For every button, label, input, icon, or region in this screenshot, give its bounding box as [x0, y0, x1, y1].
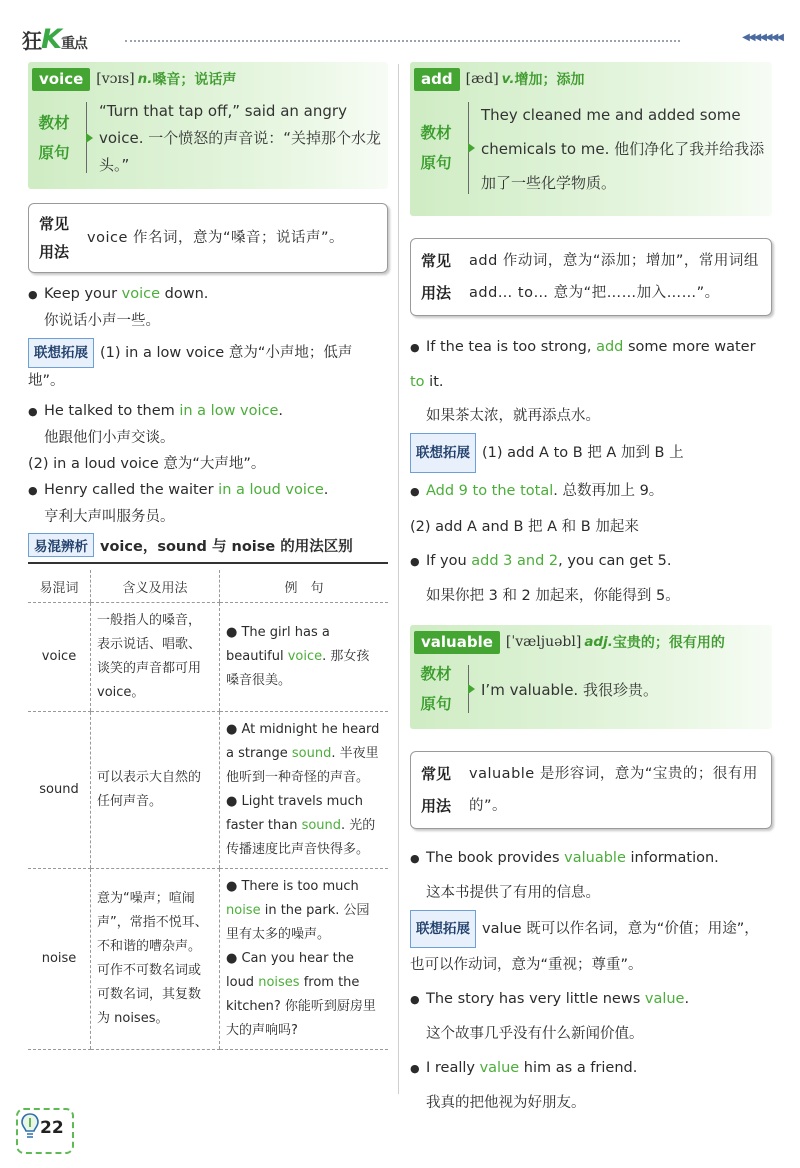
textbook-source — [410, 96, 772, 216]
brand-char-2: 重点 — [60, 36, 87, 52]
header-dotted-line — [125, 40, 680, 42]
example-translation: 这本书提供了有用的信息。 — [426, 885, 600, 901]
expand-2: (2) in a loud voice 意为“大声地”。 — [28, 456, 266, 472]
word-tag: voice — [32, 68, 90, 91]
word-entry-add — [410, 62, 772, 216]
source-label-1: 教材 — [420, 124, 452, 142]
expand-1: 联想拓展 (1) add A to B 把 A 加到 B 上 — [410, 433, 772, 473]
bullet-icon: ● — [226, 625, 242, 640]
word-head — [410, 625, 772, 659]
usage-label — [421, 758, 457, 822]
example-sentence: ● Add 9 to the total. 总数再加上 9。 — [410, 473, 772, 510]
column-divider — [398, 64, 399, 1094]
bullet-icon: ● — [28, 288, 38, 301]
source-label — [416, 96, 456, 200]
usage-label-2: 用法 — [421, 797, 452, 815]
table-cell-word: noise — [28, 869, 91, 1050]
word-entry-voice — [28, 62, 388, 189]
table-example: ● Light travels much faster than sound. 光的传播速度比声音快得多。 — [226, 794, 376, 857]
page-number: 22 — [40, 1118, 64, 1138]
example-sentence: ● Henry called the waiter in a loud voice. — [28, 477, 388, 504]
expand-1: 联想拓展 (1) in a low voice 意为“小声地；低声地”。 — [28, 338, 388, 394]
bullet-icon: ● — [410, 341, 420, 354]
phonetic: [vɔɪs] — [96, 71, 135, 87]
table-cell-word: voice — [28, 603, 91, 712]
bullet-icon: ● — [226, 951, 242, 966]
example-translation: 他跟他们小声交谈。 — [44, 430, 175, 446]
expand-tag: 联想拓展 — [410, 910, 476, 948]
source-label-2: 原句 — [420, 154, 452, 172]
table-cell-examples — [220, 869, 389, 1050]
expand-text: 联想拓展 value 既可以作名词，意为“价值；用途”，也可以作动词，意为“重视；尊重”。 — [410, 910, 772, 982]
usage-box — [28, 203, 388, 273]
usage-label-1: 常见 — [421, 252, 452, 270]
usage-box — [410, 751, 772, 829]
word-tag: add — [414, 68, 460, 91]
textbook-source — [410, 659, 772, 729]
table-header: 易混词 — [28, 570, 91, 603]
source-sentence: They cleaned me and added some chemicals to me. 他们净化了我并给我添加了一些化学物质。 — [481, 106, 765, 192]
source-label-2: 原句 — [38, 143, 70, 162]
table-example: ● Can you hear the loud noises from the kitchen? 你能听到厨房里大的声响吗? — [226, 951, 376, 1038]
example-sentence: ● He talked to them in a low voice. — [28, 398, 388, 425]
source-label-1: 教材 — [38, 113, 70, 132]
example-sentence: ● If you add 3 and 2, you can get 5. — [410, 544, 772, 579]
expand-tag: 联想拓展 — [28, 338, 94, 368]
example-translation: 亨利大声叫服务员。 — [44, 509, 175, 525]
part-of-speech: n. — [137, 71, 153, 87]
bullet-icon: ● — [410, 993, 420, 1006]
bullet-icon: ● — [410, 1062, 420, 1075]
part-of-speech: v. — [501, 71, 515, 87]
table-cell-word: sound — [28, 712, 91, 869]
example-sentence: ● Keep your voice down. — [28, 281, 388, 308]
table-example: ● At midnight he heard a strange sound. 半夜里他听到一种奇怪的声音。 — [226, 722, 380, 785]
word-tag: valuable — [414, 631, 500, 654]
page-header — [0, 18, 800, 58]
usage-text: add 作动词，意为“添加；增加”，常用词组 add… to… 意为“把……加入……”。 — [469, 253, 759, 301]
valuable-examples — [410, 841, 772, 1120]
bullet-icon: ● — [410, 852, 420, 865]
compare-table — [28, 570, 388, 1050]
source-label-2: 原句 — [420, 695, 452, 713]
source-label — [34, 96, 74, 179]
header-arrows-icon: ◀◀◀◀◀◀◀ — [742, 32, 782, 43]
expand-2: (2) add A and B 把 A 和 B 加起来 — [410, 519, 639, 535]
usage-label — [421, 245, 457, 309]
source-label-1: 教材 — [420, 665, 452, 683]
source-sentence: “Turn that tap off,” said an angry voice. 一个愤怒的声音说：“关掉那个水龙头。” — [99, 102, 382, 174]
arrow-icon — [86, 102, 97, 173]
add-examples — [410, 330, 772, 613]
expand-tag: 联想拓展 — [410, 433, 476, 473]
compare-tag: 易混辨析 — [28, 533, 94, 557]
table-cell-examples — [220, 712, 389, 869]
compare-title-row — [28, 532, 388, 564]
phonetic: [ˈvæljuəbl] — [505, 634, 582, 650]
compare-title: voice，sound 与 noise 的用法区别 — [100, 538, 353, 555]
bullet-icon: ● — [28, 484, 38, 497]
example-sentence: ● I really value him as a friend. — [410, 1051, 772, 1086]
example-sentence: ● The story has very little news value. — [410, 982, 772, 1017]
arrow-icon — [468, 665, 479, 713]
bullet-icon: ● — [226, 879, 242, 894]
example-sentence: ● If the tea is too strong, add some more water to it. — [410, 330, 772, 399]
textbook-source — [28, 96, 388, 189]
usage-label-2: 用法 — [421, 284, 452, 302]
word-meaning: 宝贵的；很有用的 — [612, 635, 725, 651]
table-header: 含义及用法 — [91, 570, 220, 603]
usage-label-1: 常见 — [39, 215, 70, 233]
table-cell-examples — [220, 603, 389, 712]
table-cell-usage: 可以表示大自然的任何声音。 — [91, 712, 220, 869]
word-meaning: 嗓音；说话声 — [152, 72, 237, 88]
bullet-icon: ● — [28, 405, 38, 418]
part-of-speech: adj. — [584, 634, 613, 650]
table-row — [28, 869, 388, 1050]
word-entry-valuable — [410, 625, 772, 729]
example-translation: 如果茶太浓，就再添点水。 — [426, 408, 600, 424]
bullet-icon: ● — [226, 794, 242, 809]
example-translation: 你说话小声一些。 — [44, 313, 160, 329]
right-column — [410, 62, 772, 1120]
table-cell-usage: 一般指人的嗓音，表示说话、唱歌、谈笑的声音都可用 voice。 — [91, 603, 220, 712]
table-header-row — [28, 570, 388, 603]
voice-examples — [28, 281, 388, 530]
example-translation: 我真的把他视为好朋友。 — [426, 1095, 586, 1111]
usage-text: voice 作名词，意为“嗓音；说话声”。 — [87, 230, 345, 246]
table-example: ● There is too much noise in the park. 公园里有太多的噪声。 — [226, 879, 370, 942]
bullet-icon: ● — [226, 722, 242, 737]
example-translation: 如果你把 3 和 2 加起来，你能得到 5。 — [426, 588, 680, 604]
table-row — [28, 712, 388, 869]
example-translation: 这个故事几乎没有什么新闻价值。 — [426, 1026, 644, 1042]
table-header: 例 句 — [220, 570, 389, 603]
usage-label-1: 常见 — [421, 765, 452, 783]
phonetic: [æd] — [465, 71, 499, 87]
word-meaning: 增加；添加 — [514, 72, 585, 88]
usage-label-2: 用法 — [39, 243, 70, 261]
word-head — [28, 62, 388, 96]
lightbulb-icon — [20, 1112, 40, 1142]
table-row — [28, 603, 388, 712]
example-sentence: ● The book provides valuable information. — [410, 841, 772, 876]
word-head — [410, 62, 772, 96]
source-label — [416, 659, 456, 719]
usage-label — [39, 210, 75, 266]
bullet-icon: ● — [410, 485, 420, 498]
brand-logo — [22, 24, 87, 55]
bullet-icon: ● — [410, 555, 420, 568]
left-column — [28, 62, 388, 1050]
source-sentence: I’m valuable. 我很珍贵。 — [481, 680, 658, 699]
table-example: ● The girl has a beautiful voice. 那女孩嗓音很美。 — [226, 625, 370, 688]
arrow-icon — [468, 102, 479, 194]
brand-k: K — [41, 24, 61, 55]
usage-text: valuable 是形容词，意为“宝贵的；很有用的”。 — [469, 766, 758, 814]
brand-char-1: 狂 — [22, 29, 41, 53]
table-cell-usage: 意为“噪声；喧闹声”，常指不悦耳、不和谐的嘈杂声。可作不可数名词或可数名词，其复数为 noises。 — [91, 869, 220, 1050]
usage-box — [410, 238, 772, 316]
